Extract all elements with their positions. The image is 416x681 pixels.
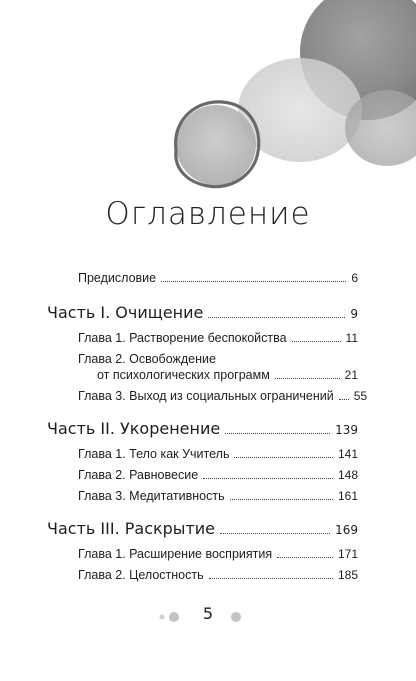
mid-watercolor-circle <box>176 105 256 185</box>
toc-entry-ch1-1 <box>78 330 358 346</box>
toc-entry-label: Глава 3. Выход из социальных ограничений <box>78 389 334 403</box>
toc-entry-page: 171 <box>337 547 358 561</box>
light-watercolor-circle <box>238 58 362 162</box>
toc-entry-label: Глава 1. Тело как Учитель <box>78 447 230 461</box>
leader-dots <box>277 557 333 558</box>
toc-part-1 <box>47 305 358 322</box>
toc-entry-page: 6 <box>351 271 358 285</box>
toc-entry-page: 148 <box>337 468 358 482</box>
leader-dots <box>275 378 340 379</box>
toc-entry-ch1-2-line1: Глава 2. Освобождение <box>78 352 216 366</box>
toc-part-page: 9 <box>350 307 358 321</box>
toc-entry-ch1-3 <box>78 388 368 404</box>
toc-part-page: 169 <box>335 523 358 537</box>
leader-dots <box>208 317 345 318</box>
toc-part-label: Часть I. Очищение <box>47 303 204 322</box>
leader-dots <box>220 533 330 534</box>
page-number: 5 <box>202 604 214 623</box>
toc-entry-page: 11 <box>345 331 358 345</box>
toc-entry-ch2-3 <box>78 488 358 504</box>
leader-dots <box>225 433 330 434</box>
toc-entry-ch1-2 <box>97 367 358 383</box>
toc-entry-label: Предисловие <box>78 271 157 285</box>
toc-part-3 <box>47 521 358 538</box>
leader-dots <box>203 478 333 479</box>
toc-part-2 <box>47 421 358 438</box>
toc-entry-label: Глава 1. Расширение восприятия <box>78 547 273 561</box>
toc-entry-page: 21 <box>344 368 358 382</box>
leader-dots <box>230 499 333 500</box>
leader-dots <box>339 399 349 400</box>
toc-part-label: Часть III. Раскрытие <box>47 519 215 538</box>
leader-dots <box>292 341 341 342</box>
toc-entry-label: Глава 2. Целостность <box>78 568 204 582</box>
toc-entry-page: 185 <box>337 568 358 582</box>
toc-entry-label: Глава 1. Растворение беспокойства <box>78 331 287 345</box>
toc-entry-preface <box>78 270 358 286</box>
toc-entry-ch3-1 <box>78 546 358 562</box>
toc-entry-ch2-1 <box>78 446 358 462</box>
toc-entry-page: 55 <box>353 389 368 403</box>
toc-entry-label: от психологических программ <box>97 368 270 382</box>
toc-part-label: Часть II. Укоренение <box>47 419 221 438</box>
leader-dots <box>209 578 333 579</box>
page-title: Оглавление <box>105 196 311 232</box>
toc-entry-label: Глава 2. Равновесие <box>78 468 199 482</box>
leader-dots <box>161 281 346 282</box>
toc-entry-page: 141 <box>337 447 358 461</box>
toc-entry-ch2-2 <box>78 467 358 483</box>
toc-entry-ch3-2 <box>78 567 358 583</box>
toc-part-page: 139 <box>335 423 358 437</box>
leader-dots <box>234 457 333 458</box>
toc-entry-label: Глава 3. Медитативность <box>78 489 225 503</box>
toc-entry-page: 161 <box>337 489 358 503</box>
